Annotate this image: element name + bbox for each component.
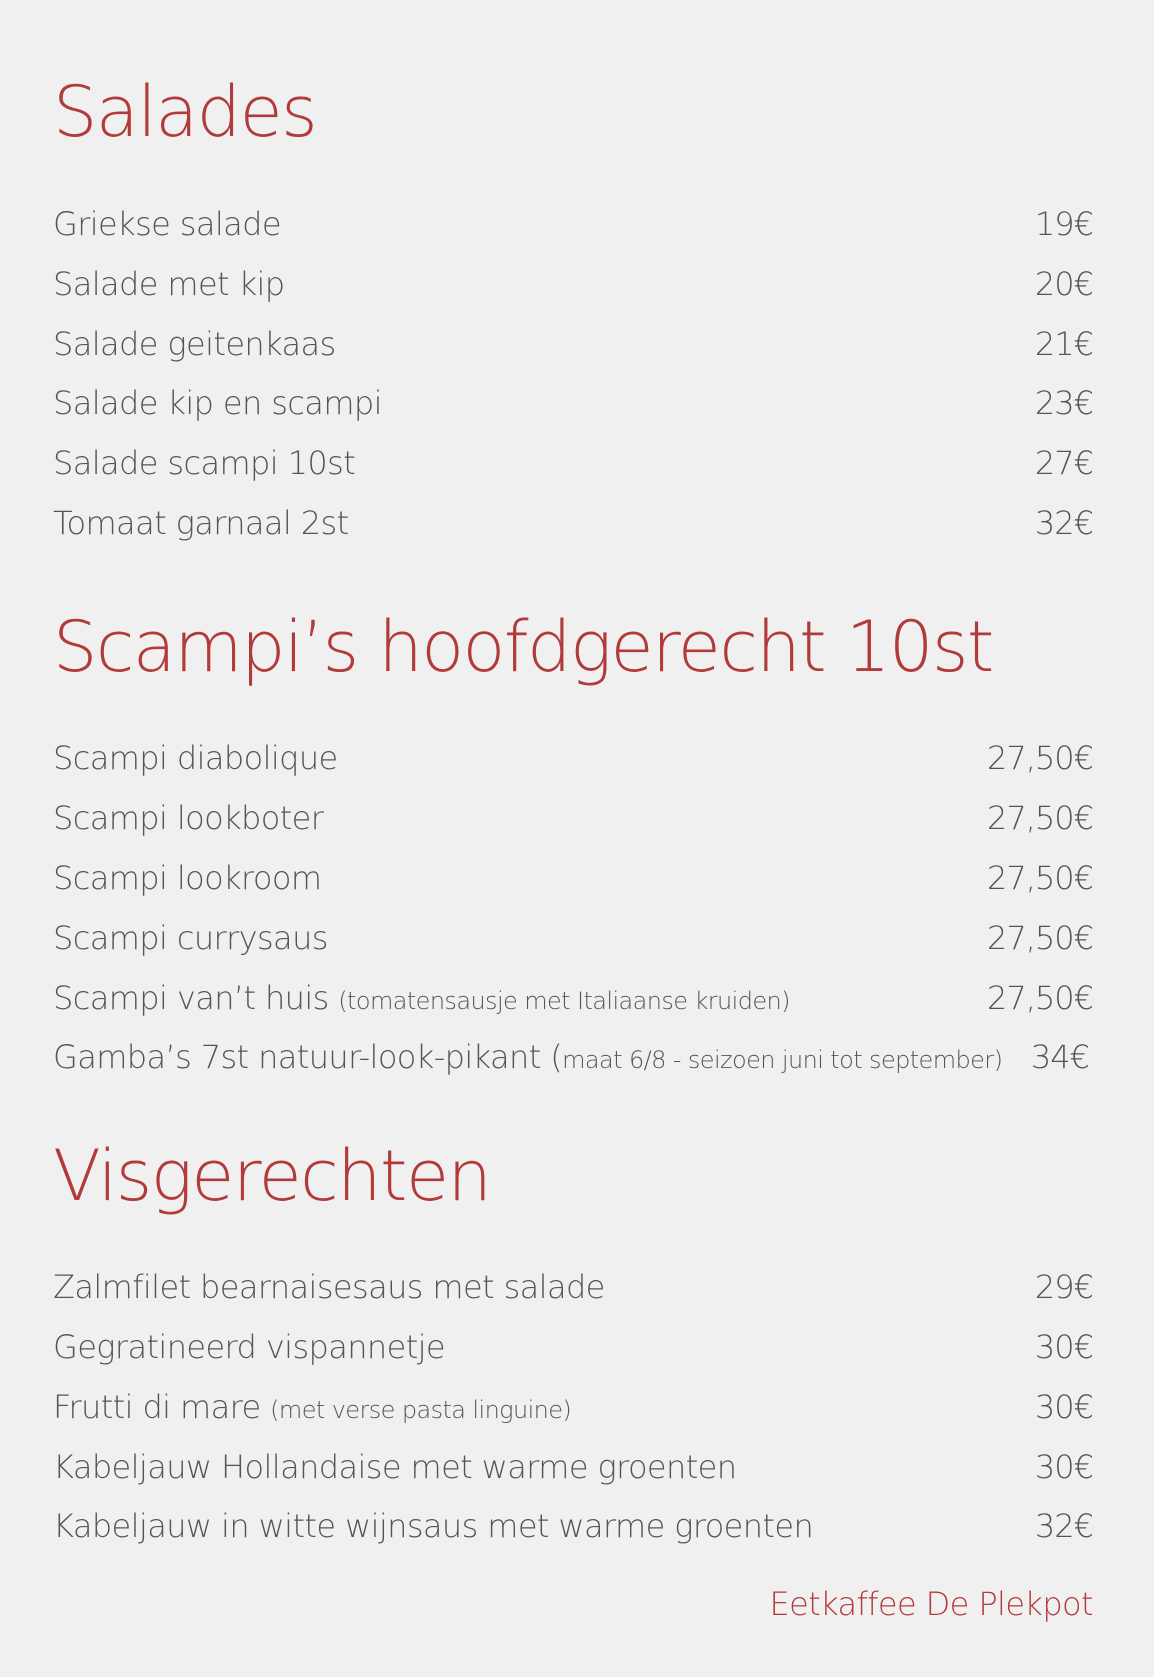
menu-item [53,320,1093,368]
item-price: 30€ [1034,1448,1093,1486]
item-name: Gegratineerd vispannetje [53,1328,446,1366]
menu-item [53,1263,1093,1311]
menu-item [53,1443,1093,1491]
item-price: 27,50€ [987,739,1093,777]
menu-item [53,794,1093,842]
restaurant-name-footer: Eetkaffee De Plekpot [769,1585,1093,1623]
item-name: Kabeljauw Hollandaise met warme groenten [53,1448,737,1486]
item-price: 30€ [1034,1388,1093,1426]
item-note: (met verse pasta linguine) [270,1396,572,1424]
item-price: 21€ [1034,325,1093,363]
item-price: 27,50€ [987,979,1093,1017]
section-title-visgerechten: Visgerechten [53,1135,491,1217]
item-price: 27€ [1034,444,1093,482]
menu-item [53,379,1093,427]
item-name: Salade geitenkaas [53,325,336,363]
item-price: 32€ [1034,1507,1093,1545]
menu-item [53,499,1093,547]
item-price: 34€ [1030,1038,1089,1076]
menu-item [53,439,1093,487]
menu-item [53,854,1093,902]
menu-item [53,1323,1093,1371]
item-name: Scampi diabolique [53,739,338,777]
menu-item [53,1383,1093,1431]
item-price: 30€ [1034,1328,1093,1366]
item-price: 23€ [1034,384,1093,422]
menu-item [53,260,1093,308]
menu-item [53,1502,1093,1550]
menu-item [53,200,1093,248]
item-name: Zalmfilet bearnaisesaus met salade [53,1268,605,1306]
menu-item [53,974,1093,1022]
item-name: Frutti di mare [53,1388,261,1426]
menu-item [53,1033,1093,1081]
item-name: Scampi currysaus [53,919,328,957]
item-name: Scampi lookboter [53,799,324,837]
menu-item [53,734,1093,782]
item-price: 27,50€ [987,859,1093,897]
item-name: Scampi lookroom [53,859,322,897]
menu-item [53,914,1093,962]
item-name: Salade scampi 10st [53,444,356,482]
item-name: Scampi van’t huis [53,979,329,1017]
item-price: 20€ [1034,265,1093,303]
item-name-with-note [53,1038,1002,1076]
item-name: Gamba’s 7st natuur-look-pikant ( [53,1038,563,1076]
item-note: (tomatensausje met Italiaanse kruiden) [338,987,790,1015]
item-price: 29€ [1034,1268,1093,1306]
item-price: 27,50€ [987,799,1093,837]
item-name: Tomaat garnaal 2st [53,504,349,542]
item-name: Kabeljauw in witte wijnsaus met warme groenten [53,1507,814,1545]
item-name: Salade met kip [53,265,285,303]
section-title-scampis: Scampi’s hoofdgerecht 10st [53,606,993,688]
item-name-with-note [53,1388,571,1426]
item-name-with-note [53,979,790,1017]
item-price: 27,50€ [987,919,1093,957]
item-name: Salade kip en scampi [53,384,382,422]
item-price: 32€ [1034,504,1093,542]
section-title-salades: Salades [53,71,317,153]
item-name: Griekse salade [53,205,281,243]
item-price: 19€ [1034,205,1093,243]
item-note: maat 6/8 - seizoen juni tot september) [562,1046,1003,1074]
